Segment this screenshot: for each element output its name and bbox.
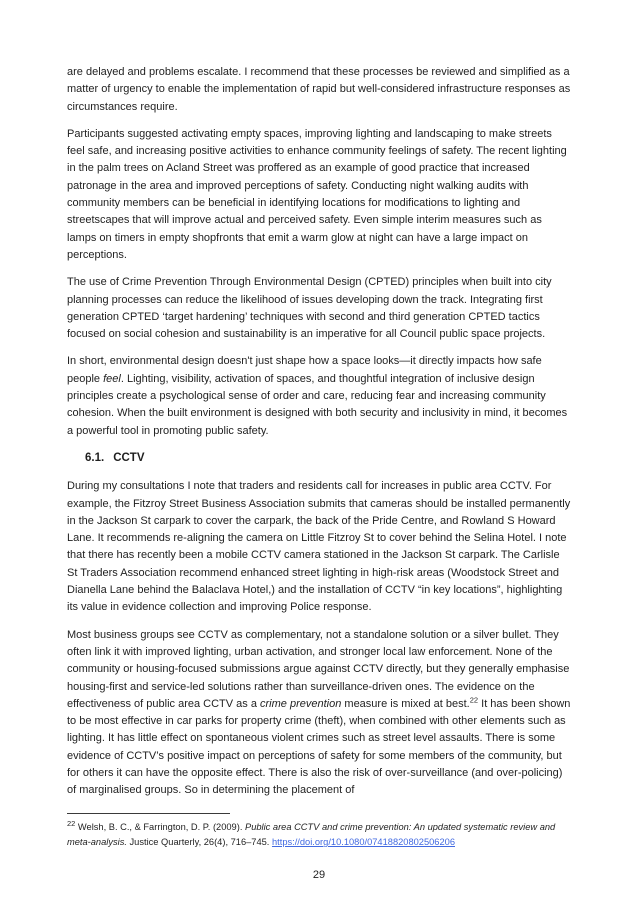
text-run: measure is mixed at best. bbox=[341, 697, 470, 710]
footnote-reference-marker: 22 bbox=[67, 819, 76, 829]
text-run: feel bbox=[103, 372, 121, 385]
text-run: Justice Quarterly, 26(4), 716–745. bbox=[126, 837, 272, 848]
page-number: 29 bbox=[312, 869, 326, 881]
footnote-doi-link[interactable]: https://doi.org/10.1080/07418820802506206 bbox=[271, 837, 455, 848]
text-run: crime prevention bbox=[260, 697, 342, 710]
heading-number: 6.1. bbox=[85, 451, 105, 464]
footnote-22 bbox=[67, 820, 572, 850]
paragraph bbox=[67, 126, 572, 264]
paragraph bbox=[67, 627, 572, 800]
text-run: Most business groups see CCTV as complementary, not a standalone solution or a silver bullet. They often link it with improved lighting, urban activation, and stronger local law enforcement. None of the community or housing-focused submissions argue against CCTV directly, but they generally emphasise housing-first and service-led solutions rather than surveillance-driven ones. The evidence on the effectiveness of public area CCTV as a bbox=[67, 628, 570, 710]
text-run: Welsh, B. C., & Farrington, D. P. (2009). bbox=[75, 822, 245, 833]
paragraph bbox=[67, 478, 572, 616]
text-run: are delayed and problems escalate. I recommend that these processes be reviewed and simplified as a matter of urgency to enable the implementation of rapid but well-considered infrastructure responses as circumstances require. bbox=[67, 66, 571, 113]
paragraph bbox=[67, 353, 572, 439]
heading-label: CCTV bbox=[113, 451, 145, 464]
section-heading-cctv bbox=[67, 450, 572, 467]
text-run: . Lighting, visibility, activation of spaces, and thoughtful integration of inclusive design principles create a psychological sense of order and care, reducing fear and increasing community cohesion. When the built environment is designed with both security and inclusivity in mind, it becomes a powerful tool in promoting public safety. bbox=[67, 372, 568, 437]
text-run: Participants suggested activating empty spaces, improving lighting and landscaping to make streets feel safe, and increasing positive activities to enhance community feelings of safety. The recent lighting in the palm trees on Acland Street was proffered as an example of good practice that increased patronage in the area and improved perceptions of safety. Conducting night walking audits with community members can be beneficial in identifying locations for modifications to lighting and streetscapes that will improve actual and perceived safety. Even simple interim measures such as lamps on timers in empty shopfronts that emit a warm glow at night can have a large impact on perceptions. bbox=[67, 127, 567, 261]
footnote-separator-line bbox=[67, 813, 230, 814]
text-run: During my consultations I note that traders and residents call for increases in public area CCTV. For example, the Fitzroy Street Business Association submits that cameras should be installed permanently in the Jackson St carpark to cover the carpark, the back of the Pride Centre, and Rowland S Howard Lane. It recommends re-aligning the camera on Little Fitzroy St to cover behind the Selina Hotel. I note that there has recently been a mobile CCTV camera stationed in the Jackson St carpark. The Carlisle St Traders Association recommend enhanced street lighting in high-risk areas (Woodstock Street and Dianella Lane behind the Balaclava Hotel,) and the installation of CCTV “in key locations”, highlighting its value in evidence collection and improving Police response. bbox=[67, 480, 571, 614]
footnote-reference-marker: 22 bbox=[469, 695, 479, 705]
paragraph bbox=[67, 64, 572, 116]
paragraph bbox=[67, 274, 572, 343]
footnote-area bbox=[67, 813, 572, 850]
document-body-text bbox=[67, 64, 572, 810]
text-run: Public area CCTV and crime prevention: An updated systematic review and meta-analysis. bbox=[67, 822, 556, 848]
text-run: In short, environmental design doesn't just shape how a space looks—it directly impacts how safe people bbox=[67, 355, 542, 385]
text-run: It has been shown to be most effective in car parks for property crime (theft), when combined with other elements such as lighting. It has little effect on spontaneous violent crimes such as street level assaults. There is some evidence of CCTV’s positive impact on perceptions of safety for some members of the community, but for others it can have the opposite effect. There is also the risk of over-surveillance (and over-policing) of marginalised groups. So in determining the placement of bbox=[67, 697, 571, 797]
text-run: The use of Crime Prevention Through Environmental Design (CPTED) principles when built into city planning processes can reduce the likelihood of issues developing down the track. Integrating first generation CPTED ‘target hardening’ techniques with second and third generation CPTED tactics focused on social cohesion and sustainability is an imperative for all Council public space projects. bbox=[67, 276, 552, 341]
